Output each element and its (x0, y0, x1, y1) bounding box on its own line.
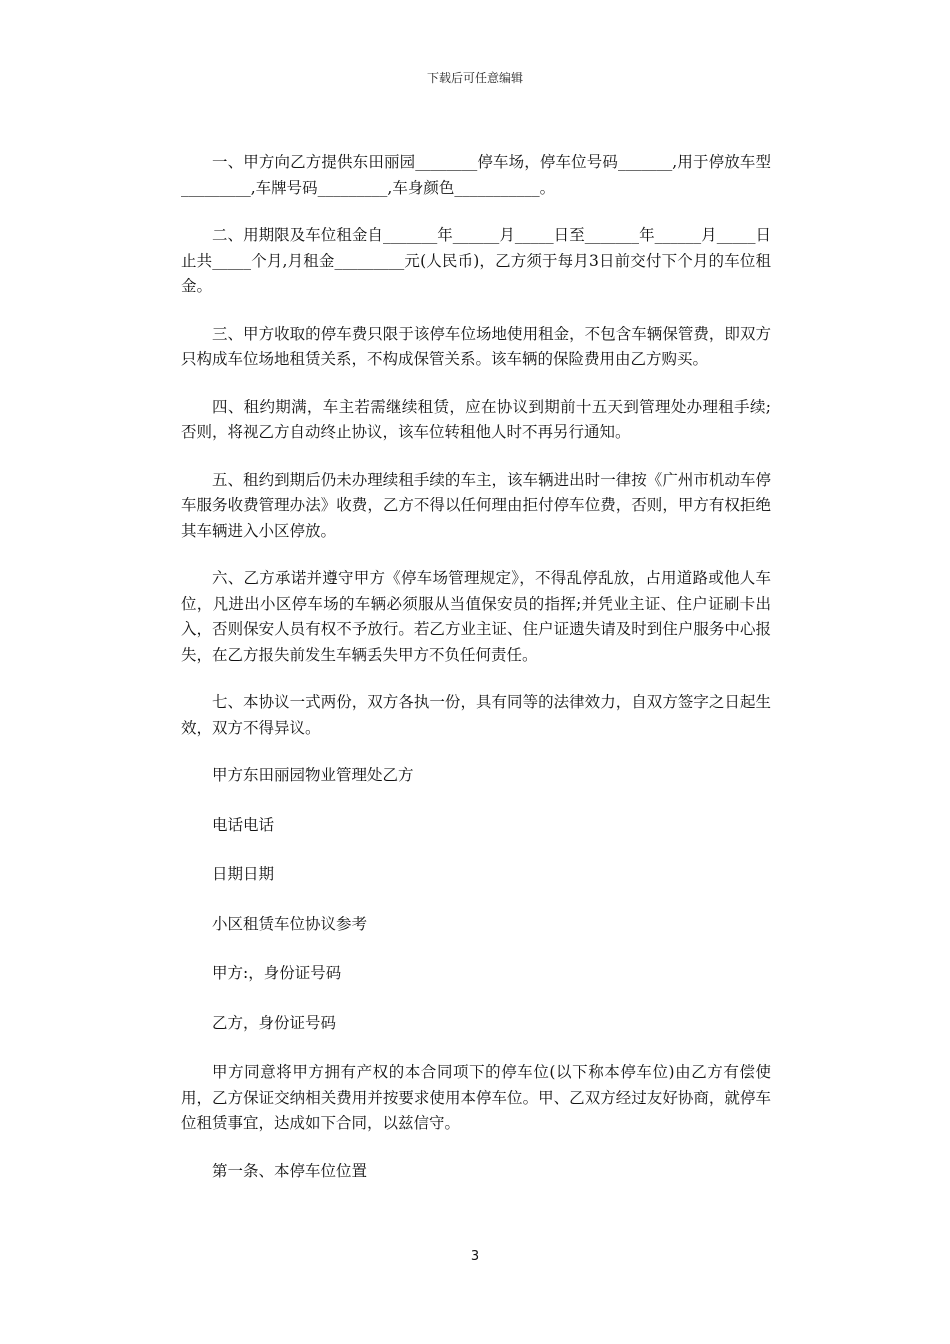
page-number: 3 (470, 1249, 480, 1264)
clause-6: 六、乙方承诺并遵守甲方《停车场管理规定》，不得乱停乱放，占用道路或他人车位，凡进出小区停车场的车辆必须服从当值保安员的指挥;并凭业主证、住户证刷卡出入，否则保安人员有权不予放行。若乙方业主证、住户证遗失请及时到住户服务中心报失，在乙方报失前发生车辆丢失甲方不负任何责任。 (181, 569, 771, 664)
document-body (181, 150, 771, 1206)
party-b-id-line: 乙方，身份证号码 (212, 1013, 337, 1032)
phone-line: 电话电话 (212, 815, 275, 834)
agreement-intro: 甲方同意将甲方拥有产权的本合同项下的停车位(以下称本停车位)由乙方有偿使用，乙方保证交纳相关费用并按要求使用本停车位。甲、乙双方经过友好协商，就停车位租赁事宜，达成如下合同，以兹信守。 (181, 1063, 771, 1132)
clause-7: 七、本协议一式两份，双方各执一份，具有同等的法律效力，自双方签字之日起生效，双方不得异议。 (181, 693, 771, 737)
clause-1: 一、甲方向乙方提供东田丽园________停车场，停车位号码_______,用于停放车型_________,车牌号码_________,车身颜色___________。 (181, 153, 771, 197)
page-header: 下载后可任意编辑 (426, 71, 523, 85)
date-line: 日期日期 (212, 865, 275, 883)
party-a-id-line: 甲方:，身份证号码 (212, 964, 342, 982)
section-title: 小区租赁车位协议参考 (212, 914, 368, 933)
clause-3: 三、甲方收取的停车费只限于该停车位场地使用租金，不包含车辆保管费，即双方只构成车位场地租赁关系，不构成保管关系。该车辆的保险费用由乙方购买。 (181, 324, 771, 368)
article-1-heading: 第一条、本停车位位置 (212, 1161, 368, 1180)
clause-4: 四、租约期满，车主若需继续租赁，应在协议到期前十五天到管理处办理租手续;否则，将视乙方自动终止协议，该车位转租他人时不再另行通知。 (181, 397, 771, 441)
clause-2: 二、用期限及车位租金自_______年______月_____日至_______年______月_____日止共_____个月,月租金_________元(人民币)，乙方须于每月3日前交付下个月的车位租金。 (181, 226, 771, 295)
party-signature-line: 甲方东田丽园物业管理处乙方 (212, 766, 414, 784)
clause-5: 五、租约到期后仍未办理续租手续的车主，该车辆进出时一律按《广州市机动车停车服务收费管理办法》收费，乙方不得以任何理由拒付停车位费，否则，甲方有权拒绝其车辆进入小区停放。 (181, 470, 771, 540)
